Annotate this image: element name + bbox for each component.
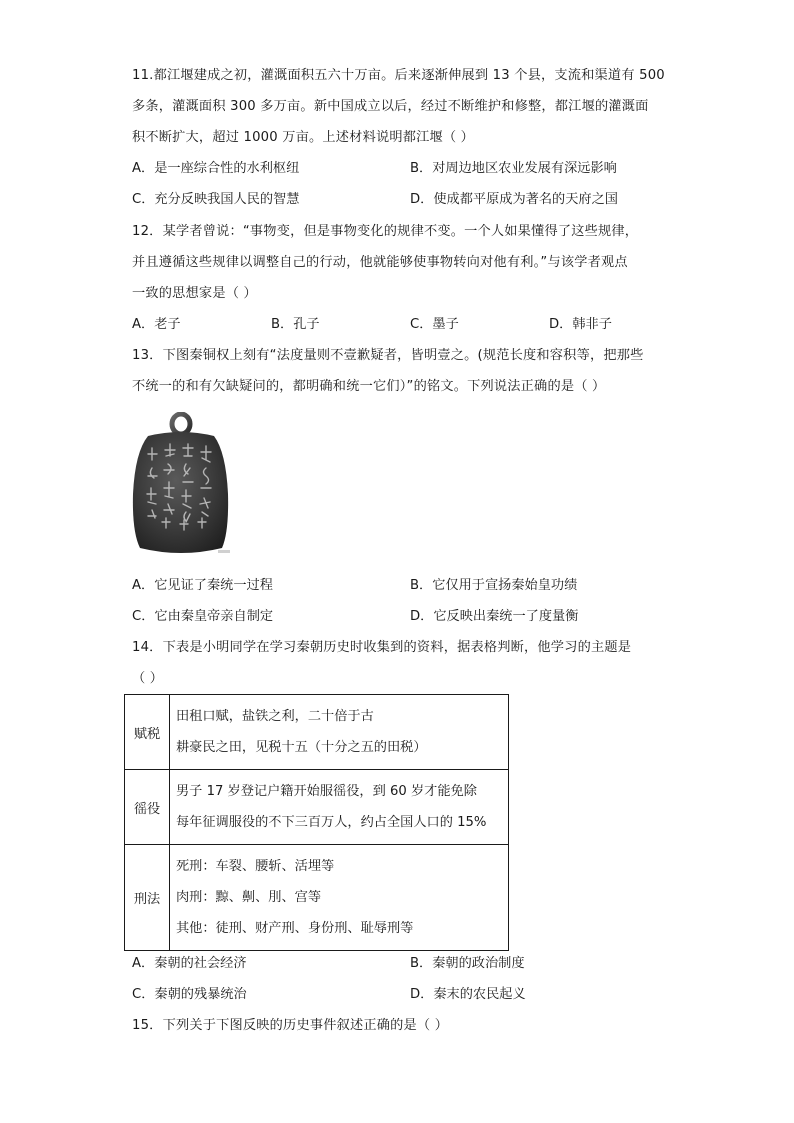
- q12-option-a[interactable]: A．老子: [132, 317, 181, 332]
- q12-option-b[interactable]: B．孔子: [271, 317, 320, 332]
- table-cell-line: 男子 17 岁登记户籍开始服徭役，到 60 岁才能免除: [176, 784, 477, 799]
- q11-option-b[interactable]: B．对周边地区农业发展有深远影响: [410, 161, 617, 176]
- row-header-taxes: 赋税: [125, 695, 170, 770]
- q12-option-c[interactable]: C．墨子: [410, 317, 459, 332]
- table-cell-line: 每年征调服役的不下三百万人，约占全国人口的 15%: [176, 815, 487, 830]
- q12-stem-line-3: 一致的思想家是（ ）: [132, 286, 257, 301]
- q13-stem-line-1: 13．下图秦铜权上刻有“法度量则不壹歉疑者，皆明壹之。(规范长度和容积等，把那些: [132, 348, 644, 363]
- q14-stem-line-1: 14．下表是小明同学在学习秦朝历史时收集到的资料，据表格判断，他学习的主题是: [132, 640, 632, 655]
- q13-option-d[interactable]: D．它反映出秦统一了度量衡: [410, 609, 579, 624]
- q11-stem-line-2: 多条，灌溉面积 300 多万亩。新中国成立以后，经过不断维护和修整，都江堰的灌溉面: [132, 99, 649, 114]
- qin-data-table: [124, 694, 509, 951]
- row-content-taxes: [170, 695, 509, 770]
- q14-option-b[interactable]: B．秦朝的政治制度: [410, 956, 525, 971]
- q14-option-c[interactable]: C．秦朝的残暴统治: [132, 987, 247, 1002]
- table-cell-line: 其他：徒刑、财产刑、身份刑、耻辱刑等: [176, 921, 414, 936]
- row-content-penal-law: [170, 845, 509, 951]
- q11-option-d[interactable]: D．使成都平原成为著名的天府之国: [410, 192, 618, 207]
- q13-option-a[interactable]: A．它见证了秦统一过程: [132, 578, 273, 593]
- q11-stem-line-1: 11.都江堰建成之初，灌溉面积五六十万亩。后来逐渐伸展到 13 个县，支流和渠道有 500: [132, 68, 665, 83]
- q14-stem-line-2: （ ）: [132, 671, 164, 686]
- q13-stem-line-2: 不统一的和有欠缺疑问的，都明确和统一它们）”的铭文。下列说法正确的是（ ）: [132, 379, 606, 394]
- row-header-penal-law: 刑法: [125, 845, 170, 951]
- q13-option-c[interactable]: C．它由秦皇帝亲自制定: [132, 609, 274, 624]
- table-row: [125, 845, 509, 951]
- q12-option-d[interactable]: D．韩非子: [549, 317, 612, 332]
- table-row: [125, 695, 509, 770]
- q14-option-d[interactable]: D．秦末的农民起义: [410, 987, 526, 1002]
- row-content-corvee: [170, 770, 509, 845]
- q11-option-a[interactable]: A．是一座综合性的水利枢纽: [132, 161, 300, 176]
- table-cell-line: 肉刑：黥、劓、刖、宫等: [176, 890, 322, 905]
- table-row: [125, 770, 509, 845]
- q12-stem-line-2: 并且遵循这些规律以调整自己的行动，他就能够使事物转向对他有利。”与该学者观点: [132, 255, 628, 270]
- q12-stem-line-1: 12．某学者曾说：“事物变，但是事物变化的规律不变。一个人如果懂得了这些规律，: [132, 224, 639, 239]
- qin-bronze-weight-image: [128, 412, 234, 558]
- q14-option-a[interactable]: A．秦朝的社会经济: [132, 956, 247, 971]
- q11-option-c[interactable]: C．充分反映我国人民的智慧: [132, 192, 300, 207]
- table-cell-line: 死刑：车裂、腰斩、活埋等: [176, 859, 335, 874]
- row-header-corvee: 徭役: [125, 770, 170, 845]
- q13-option-b[interactable]: B．它仅用于宣扬秦始皇功绩: [410, 578, 578, 593]
- q11-stem-line-3: 积不断扩大，超过 1000 万亩。上述材料说明都江堰（ ）: [132, 130, 475, 145]
- table-cell-line: 耕豪民之田，见税十五（十分之五的田税）: [176, 740, 427, 755]
- q15-stem-line-1: 15．下列关于下图反映的历史事件叙述正确的是（ ）: [132, 1018, 449, 1033]
- table-cell-line: 田租口赋，盐铁之利，二十倍于古: [176, 709, 374, 724]
